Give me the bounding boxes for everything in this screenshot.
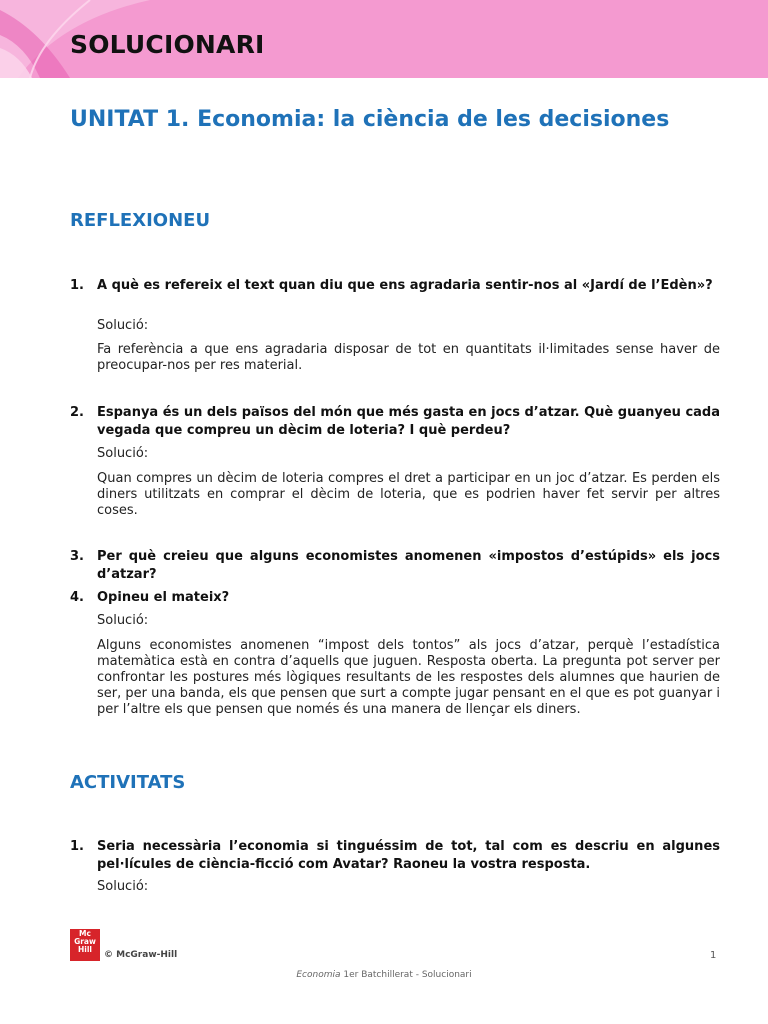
activity-text: Seria necessària l’economia si tinguéssim de tot, tal com es descriu en algunes pel·lícules de ciència-ficció com Avatar? Raoneu la vostra resposta. [97, 839, 720, 872]
question-text: A què es refereix el text quan diu que ens agradaria sentir-nos al «Jardí de l’Edèn»? [97, 278, 713, 293]
logo-text-line: Hill [78, 945, 92, 954]
question-text: Per què creieu que alguns economistes anomenen «impostos d’estúpids» els jocs d’atzar? [97, 549, 720, 582]
solution-text: Quan compres un dècim de loteria compres el dret a participar en un joc d’atzar. Es perden els diners utilitzats en comprar el dècim de loteria, que es podrien haver fet servir per altres coses. [97, 471, 720, 518]
question-item [70, 277, 720, 295]
activity-item [70, 838, 720, 874]
footer-subject: Economia [296, 970, 341, 980]
header-title: SOLUCIONARI [70, 30, 265, 59]
copyright-text: © McGraw-Hill [104, 950, 178, 960]
activity-number: 1. [70, 839, 84, 854]
question-item [70, 548, 720, 584]
question-number: 4. [70, 590, 84, 605]
question-item [70, 589, 720, 607]
solution-label: Solució: [97, 879, 149, 894]
mcgraw-hill-logo [70, 929, 100, 961]
logo-text-line: Graw [74, 937, 96, 946]
page-header [0, 0, 768, 78]
section-title-activitats: ACTIVITATS [70, 772, 186, 793]
footer-caption [0, 970, 768, 980]
question-item [70, 404, 720, 440]
solution-label: Solució: [97, 318, 149, 333]
solution-text: Fa referència a que ens agradaria disposar de tot en quantitats il·limitades sense haver de preocupar-nos per res material. [97, 342, 720, 373]
solution-label: Solució: [97, 613, 149, 628]
question-text: Opineu el mateix? [97, 590, 230, 605]
question-number: 3. [70, 549, 84, 564]
question-number: 2. [70, 405, 84, 420]
solution-label: Solució: [97, 446, 149, 461]
footer-course: 1er Batchillerat - Solucionari [340, 970, 472, 980]
question-number: 1. [70, 278, 84, 293]
solution-text: Alguns economistes anomenen “impost dels tontos” als jocs d’atzar, perquè l’estadística matemàtica està en contra d’aquells que juguen. Resposta oberta. La pregunta pot server per confrontar les postures més lògiques resultants de les respostes dels alumnes que haurien de ser, per una banda, els que pensen que surt a compte jugar pensant en el que es pot guanyar i per l’altre els que pensen que només és una manera de llençar els diners. [97, 638, 720, 717]
unit-title: UNITAT 1. Economia: la ciència de les decisiones [70, 107, 670, 132]
page-number: 1 [710, 950, 717, 961]
question-text: Espanya és un dels països del món que més gasta en jocs d’atzar. Què guanyeu cada vegada que compreu un dècim de loteria? I què perdeu? [97, 405, 720, 438]
logo-text-line: Mc [79, 929, 91, 938]
section-title-reflexioneu: REFLEXIONEU [70, 210, 211, 231]
